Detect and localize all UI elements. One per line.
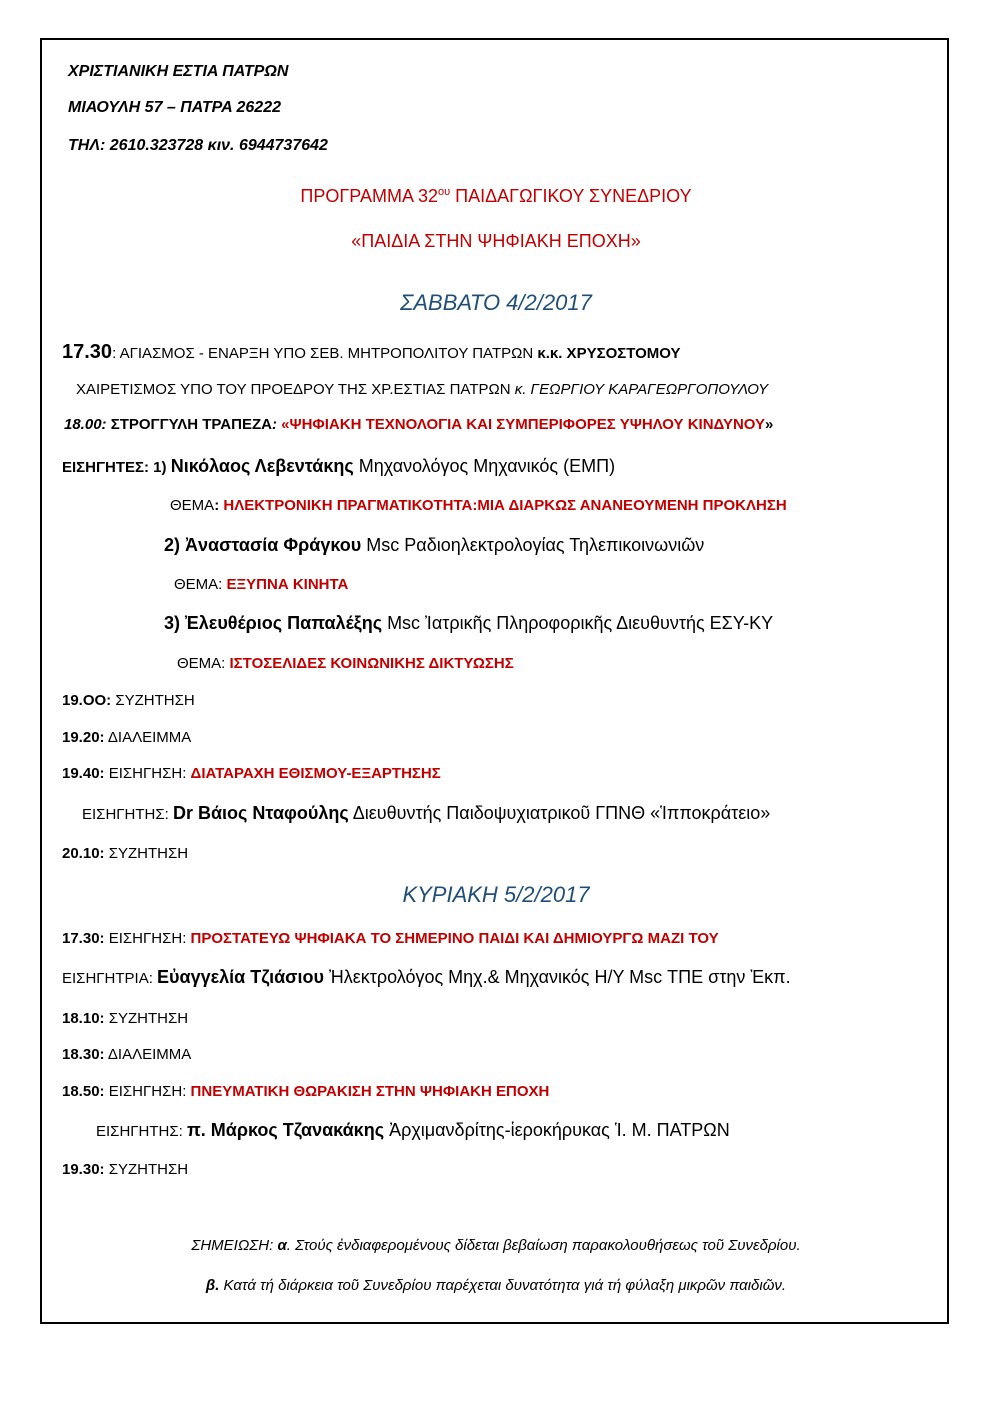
sat-greeting: ΧΑΙΡΕΤΙΣΜΟΣ ΥΠΟ ΤΟΥ ΠΡΟΕΔΡΟΥ ΤΗΣ ΧΡ.ΕΣΤΙΑΣ ΠΑΤΡΩΝ κ. ΓΕΩΡΓΙΟΥ ΚΑΡΑΓΕΩΡΓΟΠΟΥΛΟΥ <box>76 381 769 398</box>
org-name: ΧΡΙΣΤΙΑΝΙΚΗ ΕΣΤΙΑ ΠΑΤΡΩΝ <box>68 63 289 80</box>
sat-round-table: 18.00: ΣΤΡΟΓΓΥΛΗ ΤΡΑΠΕΖΑ: «ΨΗΦΙΑΚΗ ΤΕΧΝΟΛΟΓΙΑ ΚΑΙ ΣΥΜΠΕΡΙΦΟΡΕΣ ΥΨΗΛΟΥ ΚΙΝΔΥΝΟΥ» <box>64 416 774 433</box>
org-phone: ΤΗΛ: 2610.323728 κιν. 6944737642 <box>68 137 328 154</box>
sun-discussion-2: 19.30: ΣΥΖΗΤΗΣΗ <box>62 1161 189 1178</box>
sun-discussion-1: 18.10: ΣΥΖΗΤΗΣΗ <box>62 1010 189 1027</box>
sun-lecture-2-speaker: ΕΙΣΗΓΗΤΗΣ: π. Μάρκος Τζανακάκης Ἀρχιμανδρίτης-ἱεροκήρυκας Ἱ. Μ. ΠΑΤΡΩΝ <box>96 1120 730 1140</box>
sat-theme-3: ΘΕΜΑ: ΙΣΤΟΣΕΛΙΔΕΣ ΚΟΙΝΩΝΙΚΗΣ ΔΙΚΤΥΩΣΗΣ <box>177 655 514 672</box>
sun-lecture-1: 17.30: ΕΙΣΗΓΗΣΗ: ΠΡΟΣΤΑΤΕΥΩ ΨΗΦΙΑΚΑ ΤΟ ΣΗΜΕΡΙΝΟ ΠΑΙΔΙ ΚΑΙ ΔΗΜΙΟΥΡΓΩ ΜΑΖΙ ΤΟΥ <box>62 930 719 947</box>
program-subtitle: «ΠΑΙΔΙΑ ΣΤΗΝ ΨΗΦΙΑΚΗ ΕΠΟΧΗ» <box>351 231 641 251</box>
sat-lecture-speaker: ΕΙΣΗΓΗΤΗΣ: Dr Βάιος Νταφούλης Διευθυντής Παιδοψυχιατρικοῦ ΓΠΝΘ «Ἱπποκράτειο» <box>82 803 771 823</box>
sat-discussion-2: 20.10: ΣΥΖΗΤΗΣΗ <box>62 845 189 862</box>
sat-discussion-1: 19.ΟΟ: ΣΥΖΗΤΗΣΗ <box>62 692 195 709</box>
org-address: ΜΙΑΟΥΛΗ 57 – ΠΑΤΡΑ 26222 <box>68 99 281 116</box>
sun-break: 18.30: ΔΙΑΛΕΙΜΜΑ <box>62 1046 192 1063</box>
note-b: β. Κατά τή διάρκεια τοῦ Συνεδρίου παρέχεται δυνατότητα γιά τή φύλαξη μικρῶν παιδιῶν. <box>205 1277 787 1294</box>
sat-theme-1: ΘΕΜΑ: ΗΛΕΚΤΡΟΝΙΚΗ ΠΡΑΓΜΑΤΙΚΟΤΗΤΑ:ΜΙΑ ΔΙΑΡΚΩΣ ΑΝΑΝΕΟΥΜΕΝΗ ΠΡΟΚΛΗΣΗ <box>170 497 787 514</box>
sat-theme-2: ΘΕΜΑ: ΕΞΥΠΝΑ ΚΙΝΗΤΑ <box>174 576 349 593</box>
sat-lecture: 19.40: ΕΙΣΗΓΗΣΗ: ΔΙΑΤΑΡΑΧΗ ΕΘΙΣΜΟΥ-ΕΞΑΡΤΗΣΗΣ <box>62 765 441 782</box>
sat-speaker-1: ΕΙΣΗΓΗΤΕΣ: 1) Νικόλαος Λεβεντάκης Μηχανολόγος Μηχανικός (ΕΜΠ) <box>62 456 616 476</box>
sat-break: 19.20: ΔΙΑΛΕΙΜΜΑ <box>62 729 192 746</box>
program-title: ΠΡΟΓΡΑΜΜΑ $32^{o\upsilon}$ ΠΑΙΔΑΓΩΓΙΚΟΥ ΣΥΝΕΔΡΙΟΥ <box>300 186 692 206</box>
note-a: ΣΗΜΕΙΩΣΗ: α. Στούς ἐνδιαφερομένους δίδεται βεβαίωση παρακολουθήσεως τοῦ Συνεδρίου. <box>191 1237 801 1254</box>
sun-lecture-1-speaker: ΕΙΣΗΓΗΤΡΙΑ: Εὐαγγελία Τζιάσιου Ἠλεκτρολόγος Μηχ.& Μηχανικός Η/Υ Msc ΤΠΕ στην Ἐκπ. <box>62 967 791 987</box>
sat-speaker-3: 3) Ἐλευθέριος Παπαλέξης Msc Ἰατρικῆς Πληροφορικῆς Διευθυντής ΕΣΥ-ΚΥ <box>164 613 774 633</box>
sunday-heading: ΚΥΡΙΑΚΗ 5/2/2017 <box>402 882 590 907</box>
sat-opening: 17.30: ΑΓΙΑΣΜΟΣ - ΕΝΑΡΞΗ ΥΠΟ ΣΕΒ. ΜΗΤΡΟΠΟΛΙΤΟΥ ΠΑΤΡΩΝ κ.κ. ΧΡΥΣΟΣΤΟΜΟΥ <box>62 341 681 363</box>
saturday-heading: ΣΑΒΒΑΤΟ 4/2/2017 <box>400 290 592 315</box>
sun-lecture-2: 18.50: ΕΙΣΗΓΗΣΗ: ΠΝΕΥΜΑΤΙΚΗ ΘΩΡΑΚΙΣΗ ΣΤΗΝ ΨΗΦΙΑΚΗ ΕΠΟΧΗ <box>62 1083 550 1100</box>
sat-speaker-2: 2) Ἀναστασία Φράγκου Msc Ραδιοηλεκτρολογίας Τηλεπικοινωνιῶν <box>164 535 705 555</box>
